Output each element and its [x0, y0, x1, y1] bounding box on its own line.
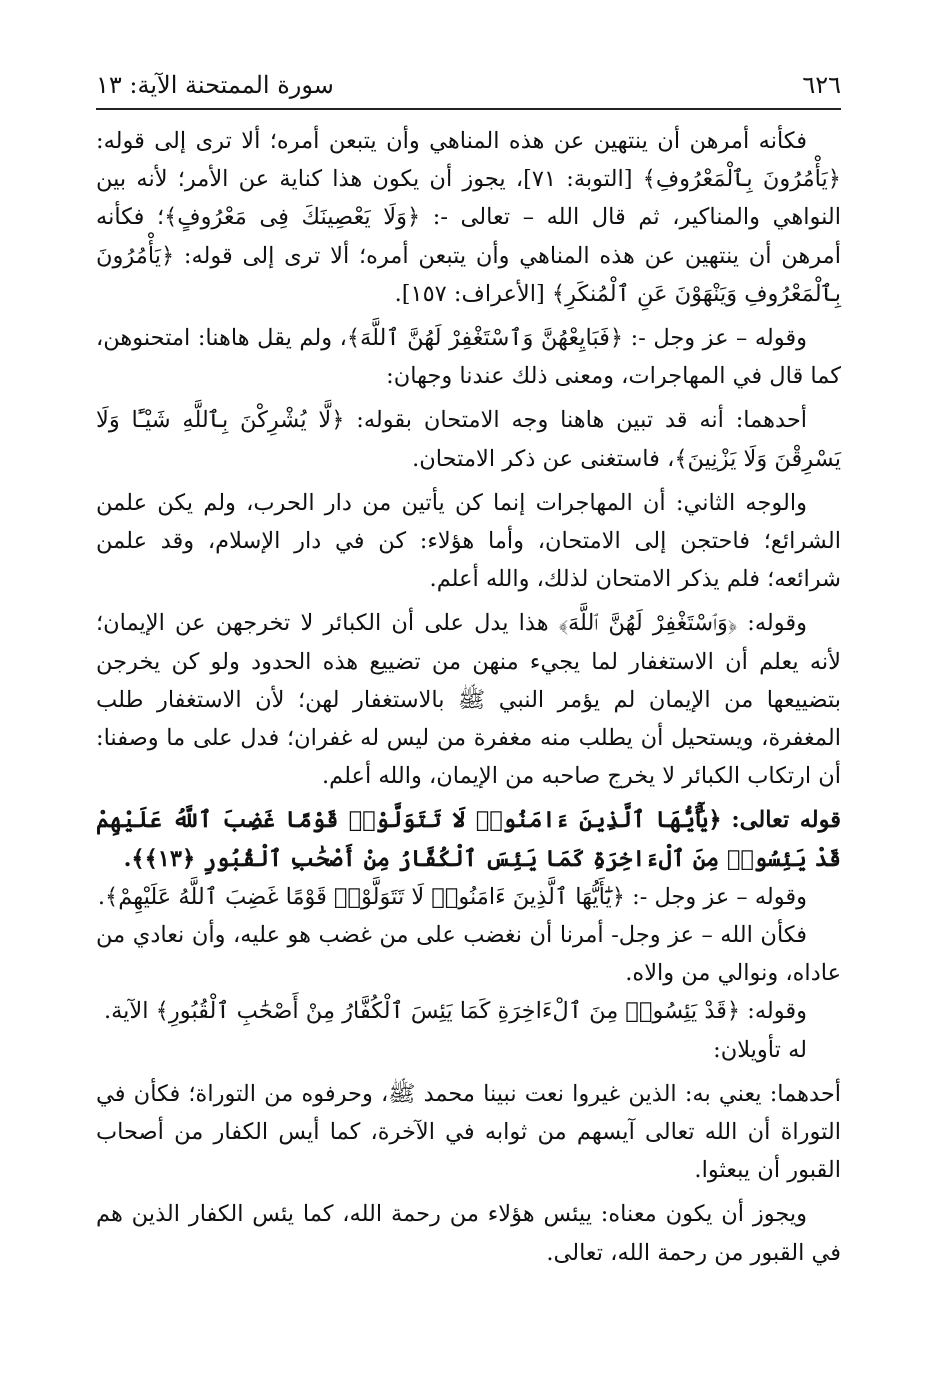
page-number: ٦٢٦ — [802, 71, 841, 99]
paragraph: والوجه الثاني: أن المهاجرات إنما كن يأتين من دار الحرب، ولم يكن علمن الشرائع؛ فاحتجن إلى الامتحان، وأما هؤلاء: كن في دار الإسلام، وقد علمن شرائعه؛ فلم يذكر الامتحان لذلك، والله أعلم. — [96, 489, 841, 593]
paragraph: أحدهما: أنه قد تبين هاهنا وجه الامتحان بقوله: ﴿لَّا يُشْرِكْنَ بِٱللَّهِ شَيْـًٔا وَلَا يَسْرِقْنَ وَلَا يَزْنِينَ﴾، فاستغنى عن ذكر الامتحان. — [96, 407, 841, 472]
running-title: سورة الممتحنة الآية: ١٣ — [96, 71, 334, 99]
paragraph: فكأنه أمرهن أن ينتهين عن هذه المناهي وأن يتبعن أمره؛ ألا ترى إلى قوله: ﴿يَأْمُرُونَ بِٱلْمَعْرُوفِ﴾ [التوبة: ٧١]، يجوز أن يكون هذا كناية عن الأمر؛ لأنه بين النواهي والمناكير، ثم قال الله – تعالى -: ﴿وَلَا يَعْصِينَكَ فِى مَعْرُوفٍ﴾؛ فكأنه أمرهن أن ينتهين عن هذه المناهي وأن يتبعن أمره؛ ألا ترى إلى قوله: ﴿يَأْمُرُونَ بِٱلْمَعْرُوفِ وَيَنْهَوْنَ عَنِ ٱلْمُنكَرِ﴾ [الأعراف: ١٥٧]. — [96, 128, 841, 307]
body-text — [96, 122, 841, 1272]
header-rule — [96, 108, 841, 110]
paragraph: وقوله – عز وجل -: ﴿فَبَايِعْهُنَّ وَٱسْتَغْفِرْ لَهُنَّ ٱللَّهَ﴾، ولم يقل هاهنا: امتحنوهن، كما قال في المهاجرات، ومعنى ذلك عندنا وجهان: — [96, 325, 841, 390]
paragraph: أحدهما: يعني به: الذين غيروا نعت نبينا محمد ﷺ، وحرفوه من التوراة؛ فكأن في التوراة أن الله تعالى آيسهم من ثوابه في الآخرة، كما أيس الكفار من أصحاب القبور أن يبعثوا. — [96, 1080, 841, 1184]
page-header — [96, 62, 841, 108]
paragraph: وقوله: ﴿قَدْ يَئِسُوا۟ مِنَ ٱلْءَاخِرَةِ كَمَا يَئِسَ ٱلْكُفَّارُ مِنْ أَصْحَٰبِ ٱلْقُبُورِ﴾ الآية. — [103, 998, 807, 1025]
paragraph: فكأن الله – عز وجل- أمرنا أن نغضب على من غضب هو عليه، وأن نعادي من عاداه، ونوالي من والاه. — [96, 922, 841, 987]
paragraph: وقوله – عز وجل -: ﴿يَٰٓأَيُّهَا ٱلَّذِينَ ءَامَنُوا۟ لَا تَتَوَلَّوْا۟ قَوْمًا غَضِبَ ٱللَّهُ عَلَيْهِمْ﴾. — [97, 883, 807, 910]
verse-block — [96, 801, 841, 877]
paragraph: ويجوز أن يكون معناه: ييئس هؤلاء من رحمة الله، كما يئس الكفار الذين هم في القبور من رحمة الله، تعالى. — [96, 1201, 841, 1266]
verse-lead: قوله تعالى: — [731, 807, 841, 834]
paragraph: وقوله: ﴿وَٱسْتَغْفِرْ لَهُنَّ ٱللَّهَ﴾ هذا يدل على أن الكبائر لا تخرجهن عن الإيمان؛ لأنه يعلم أن الاستغفار لما يجيء منهن من تضييع هذه الحدود ولو كن يخرجن بتضييعها من الإيمان لم يؤمر النبي ﷺ بالاستغفار لهن؛ لأن الاستغفار طلب المغفرة، ويستحيل أن يطلب منه مغفرة من ليس له غفران؛ فدل على ما وصفنا: أن ارتكاب الكبائر لا يخرج صاحبه من الإيمان، والله أعلم. — [96, 610, 841, 790]
verse-text: ﴿يَٰٓأَيُّهَا ٱلَّذِينَ ءَامَنُوا۟ لَا تَتَوَلَّوْا۟ قَوْمًا غَضِبَ ٱللَّهُ عَلَيْهِمْ قَدْ يَئِسُوا۟ مِنَ ٱلْءَاخِرَةِ كَمَا يَئِسَ ٱلْكُفَّارُ مِنْ أَصْحَٰبِ ٱلْقُبُورِ ﴿١٣﴾﴾. — [96, 807, 841, 872]
paragraph: له تأويلان: — [713, 1036, 807, 1063]
